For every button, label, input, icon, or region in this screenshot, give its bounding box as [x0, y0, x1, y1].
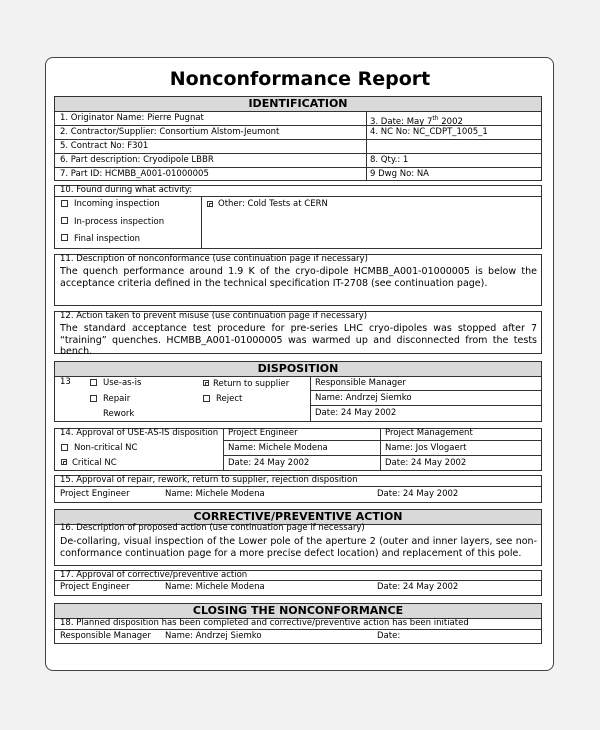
row-divider	[54, 486, 542, 487]
reject-checkbox[interactable]	[203, 395, 210, 402]
final-inspection-label: Final inspection	[74, 234, 141, 244]
project-engineer-label: Project Engineer	[228, 428, 298, 438]
completion-name: Name: Michele Modena	[165, 489, 265, 499]
identification-header: IDENTIFICATION	[54, 96, 542, 112]
responsible-manager-date: Date: 24 May 2002	[315, 408, 397, 418]
critical-nc-label: Critical NC	[72, 458, 117, 468]
critical-nc-checkbox[interactable]	[61, 459, 67, 465]
nc-number: 4. NC No: NC_CDPT_1005_1	[370, 127, 488, 137]
page-title: Nonconformance Report	[169, 68, 431, 90]
closing-header: CLOSING THE NONCONFORMANCE	[54, 603, 542, 619]
completion-date: Date: 24 May 2002	[377, 489, 459, 499]
use-as-is-label: Use-as-is	[103, 378, 142, 388]
project-management-label: Project Management	[385, 428, 473, 438]
corrective-text: De-collaring, visual inspection of the Lower pole of the aperture 2 (outer and inner layers, see non-conformance continuation page for a more precise defect location) and replacement of this pole.	[60, 536, 537, 559]
repair-checkbox[interactable]	[90, 395, 97, 402]
corrective-header: CORRECTIVE/PREVENTIVE ACTION	[54, 509, 542, 525]
approval-divider	[223, 428, 224, 471]
approval17-date: Date: 24 May 2002	[377, 582, 459, 592]
repair-label: Repair	[103, 394, 131, 404]
noncritical-nc-label: Non-critical NC	[74, 443, 138, 453]
action-text: The standard acceptance test procedure for pre-series LHC cryo-dipoles was stopped after 7 “training” quenches. HCMBB_A001-01000005 was warmed up and disconnected from the tests bench.	[60, 323, 537, 357]
approval-label: 14. Approval of USE-AS-IS disposition	[60, 428, 219, 438]
row-divider	[54, 153, 542, 154]
disposition-divider	[310, 376, 311, 422]
rework-label: Rework	[103, 409, 135, 419]
corrective-label: 16. Description of proposed action (use continuation page if necessary)	[60, 523, 365, 533]
inprocess-inspection-label: In-process inspection	[74, 217, 165, 227]
row-divider	[223, 455, 542, 456]
part-id: 7. Part ID: HCMBB_A001-01000005	[60, 169, 209, 179]
approval-divider	[380, 428, 381, 471]
incoming-inspection-checkbox[interactable]	[61, 200, 68, 207]
final-inspection-checkbox[interactable]	[61, 234, 68, 241]
project-engineer-name: Name: Michele Modena	[228, 443, 328, 453]
action-label: 12. Action taken to prevent misuse (use continuation page if necessary)	[60, 311, 368, 321]
return-supplier-checkbox[interactable]	[203, 380, 209, 386]
project-management-name: Name: Jos Vlogaert	[385, 443, 467, 453]
approval17-label: 17. Approval of corrective/preventive action	[60, 570, 248, 580]
row-divider	[54, 167, 542, 168]
part-description: 6. Part description: Cryodipole LBBR	[60, 155, 214, 165]
row-divider	[54, 125, 542, 126]
quantity: 8. Qty.: 1	[370, 155, 409, 165]
report-date: 3. Date: May 7th 2002	[370, 115, 463, 127]
identification-divider	[366, 111, 367, 181]
row-divider	[54, 196, 542, 197]
completion-role: Project Engineer	[60, 489, 130, 499]
noncritical-nc-checkbox[interactable]	[61, 444, 68, 451]
other-activity-checkbox[interactable]	[207, 201, 213, 207]
closing-date: Date:	[377, 631, 401, 641]
found-divider	[201, 196, 202, 249]
found-during-label: 10. Found during what activity:	[60, 185, 193, 195]
use-as-is-checkbox[interactable]	[90, 379, 97, 386]
disposition-header: DISPOSITION	[54, 361, 542, 377]
row-divider	[310, 390, 542, 391]
row-divider	[223, 440, 542, 441]
responsible-manager-name: Name: Andrzej Siemko	[315, 393, 412, 403]
originator-name: 1. Originator Name: Pierre Pugnat	[60, 113, 204, 123]
drawing-number: 9 Dwg No: NA	[370, 169, 430, 179]
approval17-name: Name: Michele Modena	[165, 582, 265, 592]
row-divider	[310, 405, 542, 406]
disposition-number: 13	[60, 377, 71, 387]
contract-number: 5. Contract No: F301	[60, 141, 149, 151]
return-supplier-label: Return to supplier	[213, 379, 290, 389]
completion-label: 15. Approval of repair, rework, return to supplier, rejection disposition	[60, 475, 358, 485]
reject-label: Reject	[216, 394, 243, 404]
row-divider	[54, 629, 542, 630]
closing-name: Name: Andrzej Siemko	[165, 631, 262, 641]
contractor-supplier: 2. Contractor/Supplier: Consortium Alstom-Jeumont	[60, 127, 280, 137]
other-activity-label: Other: Cold Tests at CERN	[218, 199, 328, 209]
description-label: 11. Description of nonconformance (use continuation page if necessary)	[60, 254, 368, 264]
description-text: The quench performance around 1.9 K of the cryo-dipole HCMBB_A001-01000005 is below the acceptance criteria defined in the technical specification IT-2708 (see continuation page).	[60, 266, 537, 289]
incoming-inspection-label: Incoming inspection	[74, 199, 160, 209]
approval17-role: Project Engineer	[60, 582, 130, 592]
inprocess-inspection-checkbox[interactable]	[61, 217, 68, 224]
project-management-date: Date: 24 May 2002	[385, 458, 467, 468]
project-engineer-date: Date: 24 May 2002	[228, 458, 310, 468]
row-divider	[54, 139, 542, 140]
closing-label: 18. Planned disposition has been completed and corrective/preventive action has been initiated	[60, 618, 469, 628]
responsible-manager-label: Responsible Manager	[315, 378, 406, 388]
closing-role: Responsible Manager	[60, 631, 151, 641]
